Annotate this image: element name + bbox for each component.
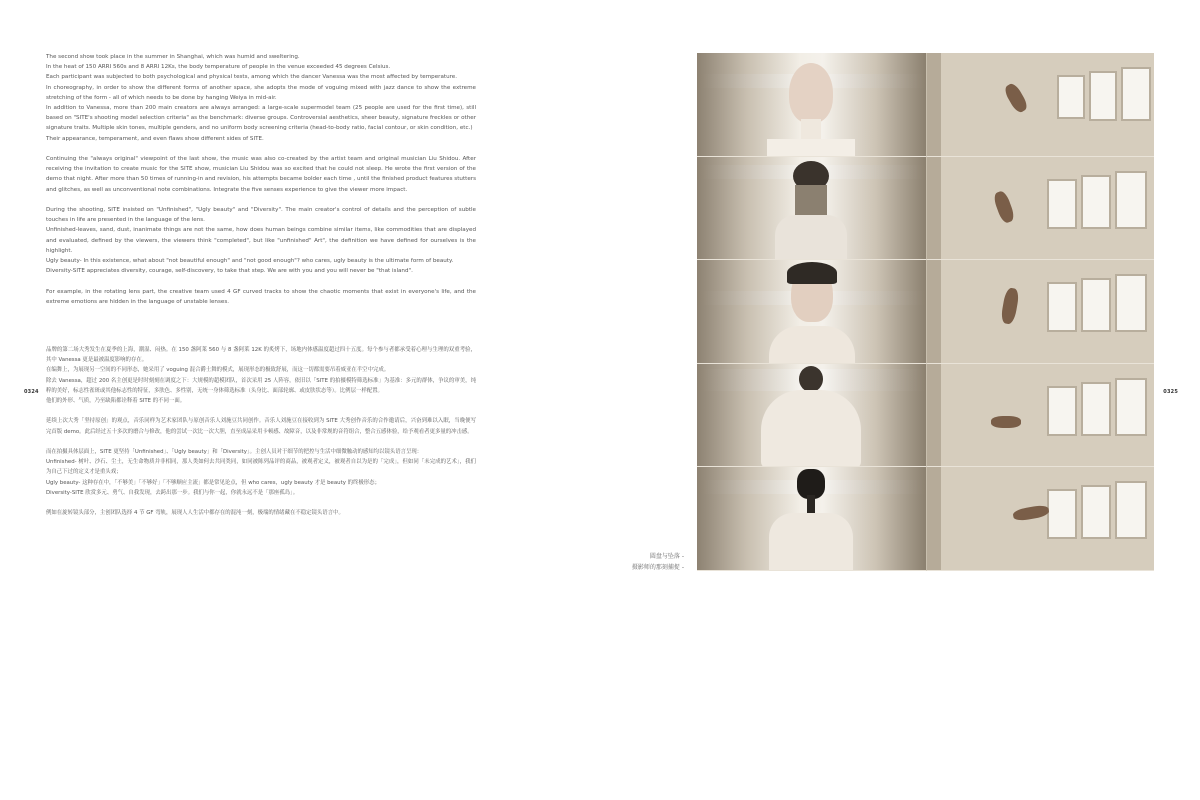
page-number-left: 0324 (24, 389, 39, 395)
photo-dancer-suspended-1 (926, 53, 1154, 157)
english-paragraph-show-overview: The second show took place in the summer in Shanghai, which was humid and sweltering. In the heat of 150 ARRI 560s and 8 ARRI 12Ks, the body temperature of people in the venue exceeded 45 degrees Celsius. Each participant was subjected to both psychological and physical tests, among which the dancer Vanessa was the most affected by temperature. In choreography, in order to show the different forms of another space, she adopts the mode of voguing mixed with jazz dance to show the extreme stretching of the form - all of which needs to be done by hanging Weiya in mid-air. In addition to Vanessa, more than 200 main creators are always arranged: a large-scale supermodel team (25 people are used for the first time), still based on "SITE's shooting model selection criteria" as the benchmark: diverse groups. Controversial aesthetics, sheer beauty, signature freckles or other signature traits. Multiple skin tones, multiple genders, and no uniform body screening criteria (head-to-body ratio, facial contour, or skin condition, etc.) Their appearance, temperament, and even flaws show different sides of SITE. (46, 54, 476, 142)
english-paragraph-rotating-lens: For example, in the rotating lens part, the creative team used 4 GF curved tracks to show the chaotic moments that exist in everyone's life, and the extreme emotions are hidden in the language of unstable lenses. (46, 288, 476, 305)
chinese-paragraph-show-overview: 品牌的第二场大秀发生在夏季的上海，潮湿、闷热。在 150 盏阿莱 560 与 8 盏阿莱 12K 的炙烤下，场地内体感温度超过四十五度。每个参与者都承受着心理与生理的双重考验，其中 Vanessa 更是最被温度影响的存在。 在编舞上，为展现另一空间的不同形态，她采用了 voguing 混合爵士舞的模式，展现形态的极致舒展，而这一切都需要吊着威亚在半空中完成。 除去 Vanessa，超过 200 名主创更是时时刻刻在调度之下：大规模的超模团队，首次采用 25 人阵容，依旧以「SITE 的拍摄模特筛选标准」为基准：多元的群体，争议的审美，纯粹的美好，标志性雀斑或其他标志性的特征，多肤色、多性别，无统一身体筛选标准（头身比、面部轮廓、或皮肤状态等）。比例层一样配置。 他们的外形、气质，乃至缺陷都诠释着 SITE 的不同一面。 (46, 347, 476, 405)
caption-line-1: 圆盘与坠落 - (649, 553, 684, 560)
chinese-text-column (46, 345, 476, 529)
chinese-paragraph-music: 延续上次大秀「坚持原创」的观点，音乐同样为艺术家团队与原创音乐人刘施豆共同创作。音乐人刘施豆在接收到为 SITE 大秀创作音乐的合作邀请后，兴奋到难以入眠，当晚便写完首版 demo。此后经过五十多次的磨合与修改，他的尝试一次比一次大胆，直至成品采用卡顿感、故障音，以及非常规的音符组合，整合五感体验，给予观看者更多量的冲击感。 (46, 418, 476, 435)
photo-dancer-suspended-3 (926, 260, 1154, 364)
photo-model-braided-hair (697, 467, 926, 571)
chinese-paragraph-rotating-lens: 例如在旋转镜头部分，主创团队选择 4 节 GF 弯轨，展现人人生活中都存在的混沌一刻，极端的情绪藏在不稳定镜头语言中。 (46, 510, 344, 517)
english-paragraph-concepts: During the shooting, SITE insisted on "Unfinished", "Ugly beauty" and "Diversity". The main creator's control of details and the perception of subtle touches in life are presented in the language of the lens. Unfinished-leaves, sand, dust, inanimate things are not the same, how does human beings combine similar items, like commodities that are displayed and evaluated, defined by the viewers, the viewers think "completed", but like "unfinished" Art", the definition we have defined for ourselves is the highlight. Ugly beauty- In this existence, what about "not beautiful enough" and "not good enough"? who cares, ugly beauty is the ultimate form of beauty. Diversity-SITE appreciates diversity, courage, self-discovery, to take that step. We are with you and you will never be "that island". (46, 207, 476, 275)
photo-dancer-suspended-5 (926, 467, 1154, 571)
photo-caption (632, 551, 684, 573)
photo-dancer-suspended-2 (926, 157, 1154, 261)
caption-line-2: 摄影师的那刻捕捉 - (631, 564, 684, 571)
english-text-column (46, 52, 476, 317)
english-paragraph-music: Continuing the "always original" viewpoint of the last show, the music was also co-created by the artist team and original musician Liu Shidou. After receiving the invitation to create music for the SITE show, musician Liu Shidou was so excited that he could not sleep. He wrote the first version of the demo that night. After more than 50 times of running-in and revision, his attempts became bolder each time , until the finished product features stutters and glitches, as well as unconventional note combinations. Integrate the five senses experience to give the viewer more impact. (46, 156, 476, 193)
photo-model-long-skirt (697, 157, 926, 261)
photo-grid (697, 53, 1154, 571)
photo-model-dark-hair-portrait (697, 260, 926, 364)
photo-model-white-gown (697, 364, 926, 468)
page-number-right: 0325 (1163, 389, 1178, 395)
chinese-paragraph-concepts: 而在拍摄具体层面上，SITE 更坚持「Unfinished」、「Ugly beauty」和「Diversity」。主创人员对于细节的把控与生活中细微触动的感知均以镜头语言呈现： Unfinished- 树叶、沙石、尘土，无生命物质并非相同，那人类如何去共同类同，如同被陈列品评的商品，被观者定义，被观者自以为是的「完成」，但如同「未完成的艺术」，我们为自己下过的定义才是重头戏； Ugly beauty- 这种存在中，「不够美」「不够好」「不够顺应主流」都是常见论点，但 who cares，ugly beauty 才是 beauty 的终极形态； Diversity-SITE 欣赏多元、勇气、自我发现，去跨出那一步。我们与你一起，你就永远不是「那座孤岛」。 (46, 449, 476, 496)
photo-model-bald-portrait (697, 53, 926, 157)
photo-dancer-suspended-4 (926, 364, 1154, 468)
